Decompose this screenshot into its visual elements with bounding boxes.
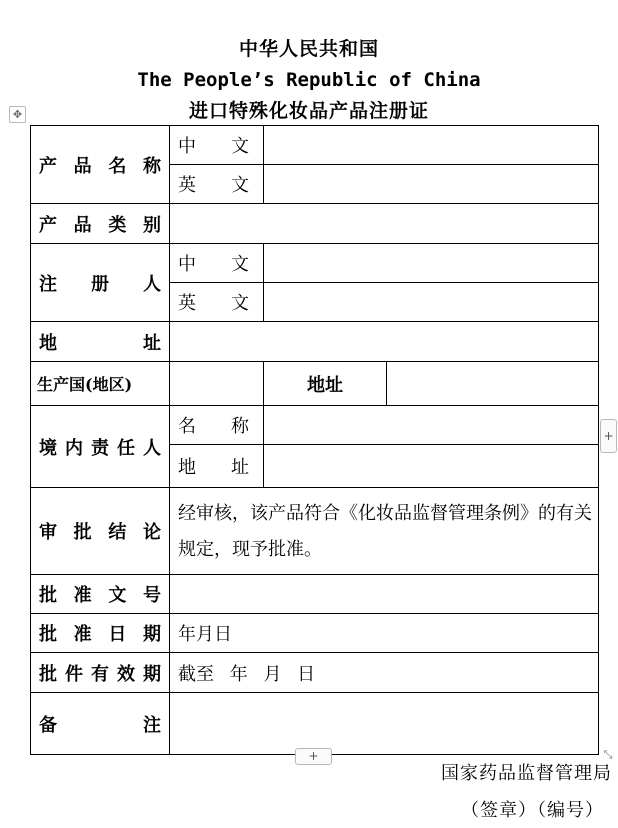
remarks-field[interactable]	[170, 693, 599, 755]
product-name-chinese-field[interactable]	[264, 126, 599, 165]
title-line-3: 进口特殊化妆品产品注册证	[188, 100, 429, 122]
add-row-button[interactable]: +	[295, 748, 332, 765]
responsible-name-label: 名称	[170, 406, 264, 445]
seal-and-number: （签章）（编号）	[461, 800, 604, 821]
document-title	[0, 34, 618, 127]
approval-date-label: 批准日期	[31, 614, 170, 653]
registrant-chinese-label: 中文	[170, 244, 264, 283]
country-label: 生产国(地区)	[31, 362, 170, 406]
country-field[interactable]	[170, 362, 264, 406]
approval-number-label: 批准文号	[31, 575, 170, 614]
approval-conclusion-label: 审批结论	[31, 488, 170, 575]
address-field[interactable]	[170, 322, 599, 362]
product-name-english-field[interactable]	[264, 165, 599, 204]
production-address-field[interactable]	[387, 362, 599, 406]
validity-value: 截至 年 月 日	[170, 653, 599, 693]
validity-label: 批件有效期	[31, 653, 170, 693]
approval-conclusion-text: 经审核，该产品符合《化妆品监督管理条例》的有关规定，现予批准。	[170, 488, 599, 575]
responsible-address-field[interactable]	[264, 445, 599, 488]
certificate-table	[30, 125, 599, 755]
add-column-button[interactable]: +	[600, 419, 617, 453]
product-name-label: 产品名称	[31, 126, 170, 204]
approval-date-value: 年月日	[170, 614, 599, 653]
address-label: 地址	[31, 322, 170, 362]
approval-number-field[interactable]	[170, 575, 599, 614]
production-address-label: 地址	[264, 362, 387, 406]
product-name-english-label: 英文	[170, 165, 264, 204]
remarks-label: 备注	[31, 693, 170, 755]
responsible-name-field[interactable]	[264, 406, 599, 445]
title-line-2: The People’s Republic of China	[137, 69, 481, 91]
product-category-label: 产品类别	[31, 204, 170, 244]
registrant-label: 注册人	[31, 244, 170, 322]
table-resize-icon[interactable]: ⤡	[603, 748, 613, 761]
responsible-address-label: 地址	[170, 445, 264, 488]
product-category-field[interactable]	[170, 204, 599, 244]
domestic-responsible-label: 境内责任人	[31, 406, 170, 488]
registrant-english-label: 英文	[170, 283, 264, 322]
registrant-english-field[interactable]	[264, 283, 599, 322]
table-move-icon[interactable]: ✥	[9, 106, 26, 123]
registrant-chinese-field[interactable]	[264, 244, 599, 283]
product-name-chinese-label: 中文	[170, 126, 264, 165]
title-line-1: 中华人民共和国	[238, 38, 379, 60]
issuing-authority: 国家药品监督管理局	[441, 763, 612, 784]
